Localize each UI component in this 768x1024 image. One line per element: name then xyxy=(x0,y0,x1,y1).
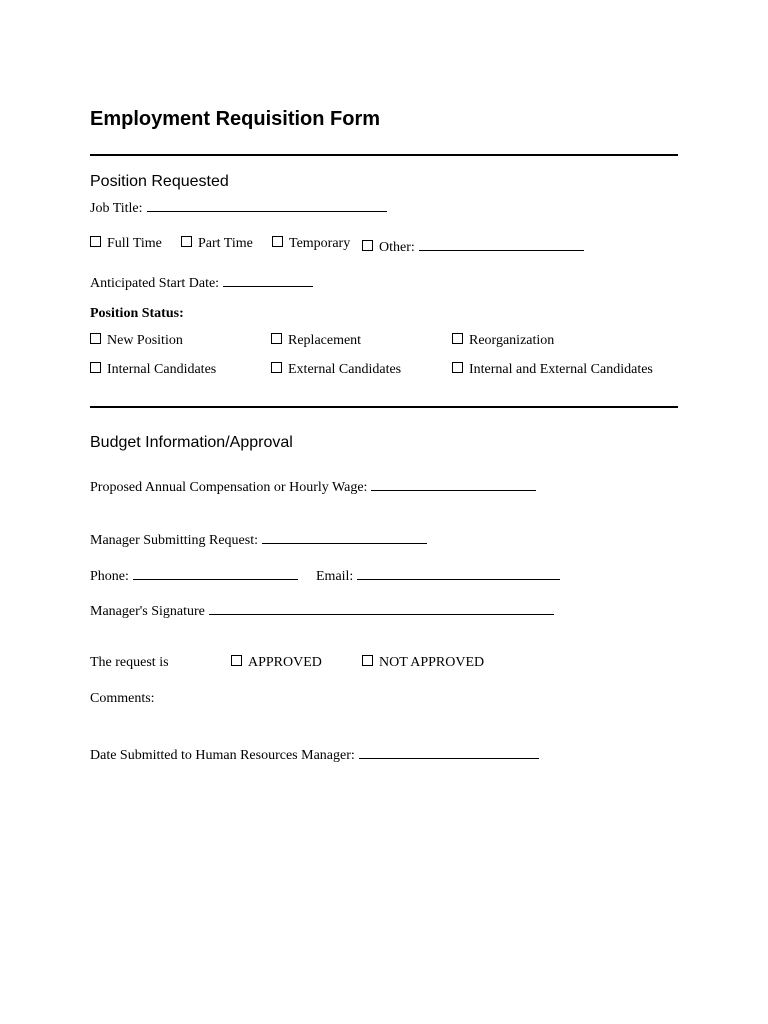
job-title-field[interactable] xyxy=(147,197,387,212)
internal-external-candidates-option[interactable] xyxy=(452,362,653,378)
comments-label: Comments: xyxy=(90,691,155,706)
option-label: Replacement xyxy=(288,333,362,348)
option-label: Other: xyxy=(379,240,415,255)
phone-field[interactable] xyxy=(133,565,298,580)
option-label: Full Time xyxy=(107,236,162,251)
section-heading-budget: Budget Information/Approval xyxy=(90,434,293,451)
phone-row xyxy=(90,565,298,585)
option-label: Internal and External Candidates xyxy=(469,362,653,377)
internal-candidates-option[interactable] xyxy=(90,362,216,378)
checkbox-icon[interactable] xyxy=(272,236,283,247)
date-submitted-label: Date Submitted to Human Resources Manager: xyxy=(90,748,355,763)
option-label: NOT APPROVED xyxy=(379,655,485,670)
option-label: Temporary xyxy=(289,236,351,251)
section-heading-position: Position Requested xyxy=(90,173,229,190)
option-label: APPROVED xyxy=(248,655,322,670)
start-date-row xyxy=(90,272,313,292)
compensation-label: Proposed Annual Compensation or Hourly Wage: xyxy=(90,480,368,495)
manager-label: Manager Submitting Request: xyxy=(90,533,258,548)
checkbox-icon[interactable] xyxy=(90,333,101,344)
request-label: The request is xyxy=(90,655,169,670)
checkbox-icon[interactable] xyxy=(452,333,463,344)
reorganization-option[interactable] xyxy=(452,333,554,349)
signature-field[interactable] xyxy=(209,600,554,615)
checkbox-icon[interactable] xyxy=(90,236,101,247)
option-label: Reorganization xyxy=(469,333,555,348)
checkbox-icon[interactable] xyxy=(271,362,282,373)
date-submitted-field[interactable] xyxy=(359,744,539,759)
option-label: New Position xyxy=(107,333,183,348)
not-approved-option[interactable] xyxy=(362,655,484,671)
compensation-field[interactable] xyxy=(371,476,536,491)
email-label: Email: xyxy=(316,569,354,584)
new-position-option[interactable] xyxy=(90,333,183,349)
checkbox-icon[interactable] xyxy=(181,236,192,247)
option-label: Internal Candidates xyxy=(107,362,217,377)
other-field[interactable] xyxy=(419,236,584,251)
checkbox-icon[interactable] xyxy=(362,655,373,666)
start-date-label: Anticipated Start Date: xyxy=(90,276,220,291)
page-title: Employment Requisition Form xyxy=(90,108,381,130)
email-row xyxy=(316,565,560,585)
phone-label: Phone: xyxy=(90,569,129,584)
temporary-option[interactable] xyxy=(272,236,350,252)
compensation-row xyxy=(90,476,536,496)
checkbox-icon[interactable] xyxy=(362,240,373,251)
date-submitted-row xyxy=(90,744,539,764)
checkbox-icon[interactable] xyxy=(231,655,242,666)
manager-row xyxy=(90,529,427,549)
email-field[interactable] xyxy=(357,565,560,580)
signature-label: Manager's Signature xyxy=(90,604,205,619)
manager-field[interactable] xyxy=(262,529,427,544)
approved-option[interactable] xyxy=(231,655,322,671)
checkbox-icon[interactable] xyxy=(271,333,282,344)
job-title-row xyxy=(90,197,387,217)
option-label: Part Time xyxy=(198,236,253,251)
part-time-option[interactable] xyxy=(181,236,253,252)
other-option[interactable] xyxy=(362,236,584,256)
option-label: External Candidates xyxy=(288,362,402,377)
job-title-label: Job Title: xyxy=(90,201,143,216)
position-status-label: Position Status: xyxy=(90,306,184,321)
checkbox-icon[interactable] xyxy=(90,362,101,373)
external-candidates-option[interactable] xyxy=(271,362,401,378)
replacement-option[interactable] xyxy=(271,333,361,349)
full-time-option[interactable] xyxy=(90,236,162,252)
section-divider xyxy=(90,406,678,408)
section-divider xyxy=(90,154,678,156)
checkbox-icon[interactable] xyxy=(452,362,463,373)
signature-row xyxy=(90,600,554,620)
start-date-field[interactable] xyxy=(223,272,313,287)
